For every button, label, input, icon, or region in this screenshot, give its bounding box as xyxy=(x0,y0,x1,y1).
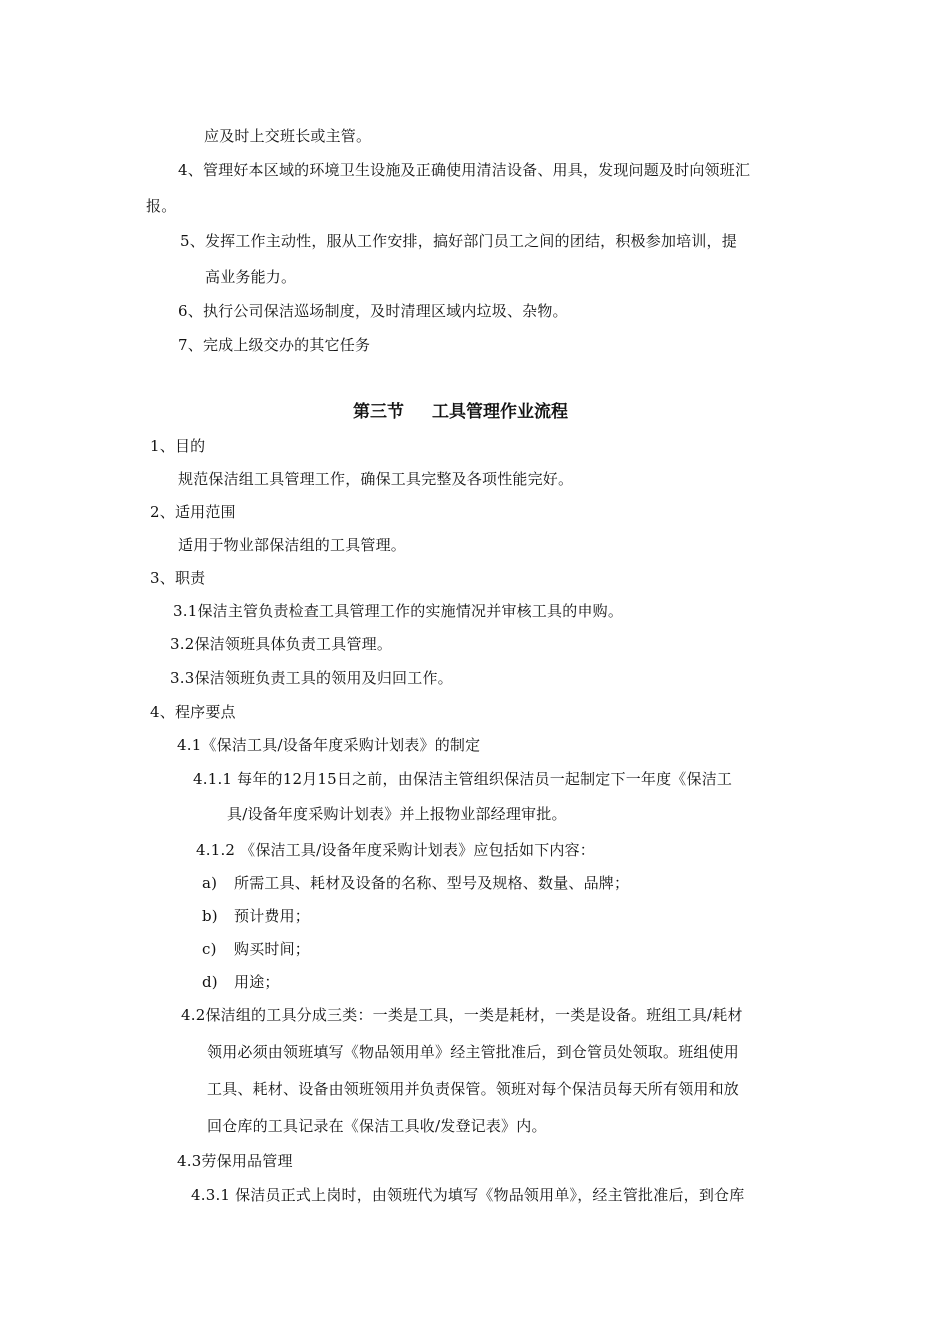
text-line: 高业务能力。 xyxy=(205,268,297,286)
sub-item-text: 购买时间； xyxy=(234,940,311,958)
sub-item-marker: d) xyxy=(202,973,218,991)
sub-item xyxy=(202,873,629,893)
text-line: 适用于物业部保洁组的工具管理。 xyxy=(178,536,407,554)
clause-4-1-2: 4.1.2 《保洁工具/设备年度采购计划表》应包括如下内容： xyxy=(196,841,595,859)
text-line: 领用必须由领班填写《物品领用单》经主管批准后，到仓管员处领取。班组使用 xyxy=(207,1043,740,1061)
sub-item-text: 用途； xyxy=(234,973,280,991)
list-item-5: 5、发挥工作主动性，服从工作安排，搞好部门员工之间的团结，积极参加培训，提 xyxy=(180,232,737,250)
sub-item-marker: b) xyxy=(202,907,218,925)
list-item-4: 4、管理好本区域的环境卫生设施及正确使用清洁设备、用具，发现问题及时向领班汇 xyxy=(178,161,751,179)
sub-item-marker: c) xyxy=(202,940,217,958)
clause-3-1: 3.1保洁主管负责检查工具管理工作的实施情况并审核工具的申购。 xyxy=(173,602,624,620)
sub-item xyxy=(202,939,310,959)
clause-4-3: 4.3劳保用品管理 xyxy=(177,1152,293,1170)
text-line: 具/设备年度采购计划表》并上报物业部经理审批。 xyxy=(227,805,567,823)
clause-4-2: 4.2保洁组的工具分成三类：一类是工具，一类是耗材，一类是设备。班组工具/耗材 xyxy=(181,1006,743,1024)
text-line: 工具、耗材、设备由领班领用并负责保管。领班对每个保洁员每天所有领用和放 xyxy=(207,1080,740,1098)
clause-3-2: 3.2保洁领班具体负责工具管理。 xyxy=(170,635,393,653)
list-item-6: 6、执行公司保洁巡场制度，及时清理区域内垃圾、杂物。 xyxy=(178,302,568,320)
section-number: 第三节 xyxy=(353,402,404,422)
sub-item-text: 所需工具、耗材及设备的名称、型号及规格、数量、品牌； xyxy=(234,874,630,892)
sub-item-text: 预计费用； xyxy=(234,907,311,925)
heading-purpose: 1、目的 xyxy=(150,437,206,455)
section-title xyxy=(353,401,568,423)
heading-scope: 2、适用范围 xyxy=(150,503,236,521)
section-name: 工具管理作业流程 xyxy=(432,402,568,422)
clause-4-3-1: 4.3.1 保洁员正式上岗时，由领班代为填写《物品领用单》，经主管批准后，到仓库 xyxy=(191,1186,745,1204)
clause-4-1-1: 4.1.1 每年的12月15日之前，由保洁主管组织保洁员一起制定下一年度《保洁工 xyxy=(193,770,733,788)
text-line: 报。 xyxy=(146,197,177,215)
list-item-7: 7、完成上级交办的其它任务 xyxy=(178,336,371,354)
clause-4-1: 4.1《保洁工具/设备年度采购计划表》的制定 xyxy=(177,736,481,754)
sub-item-marker: a) xyxy=(202,874,218,892)
sub-item xyxy=(202,972,280,992)
heading-duties: 3、职责 xyxy=(150,569,206,587)
heading-procedure: 4、程序要点 xyxy=(150,703,236,721)
clause-3-3: 3.3保洁领班负责工具的领用及归回工作。 xyxy=(170,669,453,687)
text-line: 规范保洁组工具管理工作，确保工具完整及各项性能完好。 xyxy=(178,470,574,488)
sub-item xyxy=(202,906,310,926)
text-line: 回仓库的工具记录在《保洁工具收/发登记表》内。 xyxy=(207,1117,547,1135)
text-line: 应及时上交班长或主管。 xyxy=(204,127,372,145)
